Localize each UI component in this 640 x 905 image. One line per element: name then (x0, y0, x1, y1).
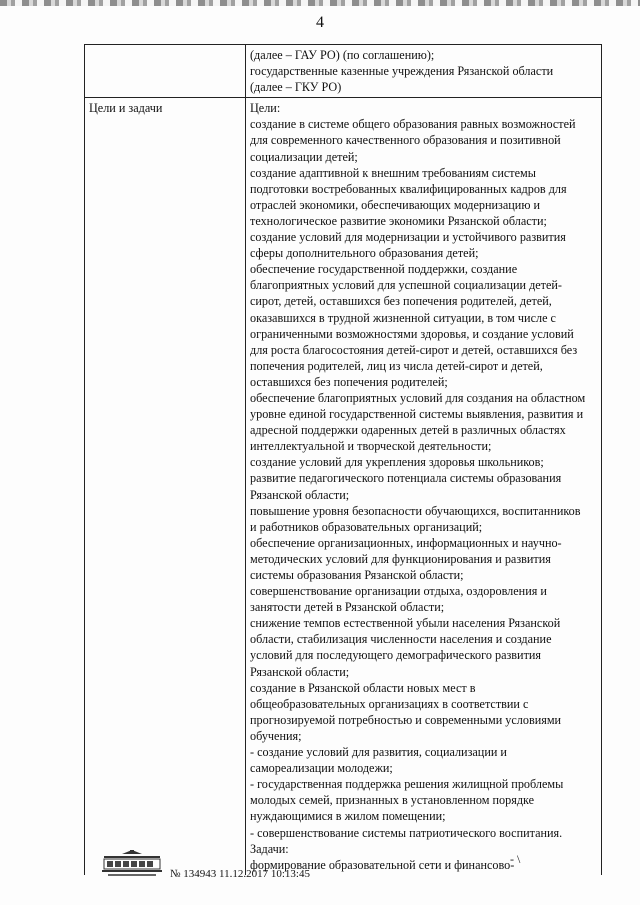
text-line: условий для последующего демографического развития (250, 648, 542, 663)
text-line: самореализации молодежи; (250, 761, 393, 776)
text-line: (далее – ГКУ РО) (250, 80, 342, 95)
document-table (84, 44, 602, 875)
text-line: прогнозируемой потребностью и современными условиями (250, 712, 562, 727)
text-line: интеллектуальной и творческой деятельности; (250, 439, 492, 454)
goals-content (246, 98, 602, 875)
text-line: области, стабилизация численности населения и создание (250, 632, 552, 647)
document-serial: № 134943 11.12.2017 10:13:45 (170, 868, 310, 880)
scan-edge (0, 0, 640, 6)
text-line: снижение темпов естественной убыли населения Рязанской (250, 616, 561, 631)
text-line: создание условий для укрепления здоровья школьников; (250, 455, 544, 470)
text-line: уровне единой государственной системы выявления, развития и (250, 407, 584, 422)
text-line: оказавшихся в трудной жизненной ситуации, в том числе с (250, 310, 556, 325)
text-line: Цели: (250, 101, 281, 116)
text-line: - совершенствование системы патриотического воспитания. (250, 825, 563, 840)
table-row (85, 98, 602, 875)
page-number: 4 (316, 14, 324, 31)
text-line: адресной поддержки одаренных детей в различных областях (250, 423, 566, 438)
text-line: благоприятных условий для успешной социализации детей- (250, 278, 562, 293)
text-line: методических условий для функционирования и развития (250, 551, 551, 566)
text-line: - государственная поддержка решения жилищной проблемы (250, 777, 564, 792)
text-line: обеспечение организационных, информационных и научно- (250, 535, 562, 550)
text-line: государственные казенные учреждения Рязанской области (250, 64, 554, 79)
text-line: создание адаптивной к внешним требованиям системы (250, 165, 536, 180)
text-line: социализации детей; (250, 149, 358, 164)
text-line: Задачи: (250, 841, 289, 856)
text-line: попечения родителей, лиц из числа детей-сирот и детей, (250, 358, 543, 373)
text-line: подготовки востребованных квалифицированных кадров для (250, 181, 567, 196)
text-line: общеобразовательных организациях в соответствии с (250, 696, 529, 711)
text-line: создание в системе общего образования равных возможностей (250, 117, 576, 132)
text-line: Рязанской области; (250, 487, 350, 502)
row-label (85, 45, 246, 98)
text-line: для роста благосостояния детей-сирот и детей, оставшихся без (250, 342, 578, 357)
text-line: создание условий для модернизации и устойчивого развития (250, 230, 566, 245)
text-line: совершенствование организации отдыха, оздоровления и (250, 584, 547, 599)
table-row (85, 45, 602, 98)
text-line: молодых семей, признанных в установленном порядке (250, 793, 535, 808)
text-line: (далее – ГАУ РО) (по соглашению); (250, 48, 435, 62)
text-line: Рязанской области; (250, 664, 350, 679)
footer (100, 850, 580, 890)
stamp-logo-icon (100, 850, 164, 880)
text-line: ограниченными возможностями здоровья, и создание условий (250, 326, 574, 341)
text-line: отраслей экономики, обеспечивающих модернизацию и (250, 197, 540, 212)
row-content (246, 45, 602, 98)
text-line: сирот, детей, оставшихся без попечения родителей, детей, (250, 294, 552, 309)
text-line: нуждающимися в жилом помещении; (250, 809, 446, 824)
text-line: повышение уровня безопасности обучающихся, воспитанников (250, 503, 581, 518)
row-label-goals: Цели и задачи (85, 98, 246, 875)
text-line: - создание условий для развития, социализации и (250, 745, 507, 760)
text-line: создание в Рязанской области новых мест в (250, 680, 476, 695)
text-line: системы образования Рязанской области; (250, 568, 464, 582)
text-line: занятости детей в Рязанской области; (250, 600, 445, 615)
text-line: технологическое развитие экономики Рязанской области; (250, 213, 547, 228)
text-line: обеспечение благоприятных условий для создания на областном (250, 390, 586, 405)
text-line: формирование образовательной сети и финансово- (250, 857, 515, 872)
text-line: обеспечение государственной поддержки, создание (250, 262, 518, 277)
text-line: для современного качественного образования и позитивной (250, 133, 561, 148)
text-line: развитие педагогического потенциала системы образования (250, 471, 562, 486)
text-line: и работников образовательных организаций; (250, 519, 483, 534)
text-line: оставшихся без попечения родителей; (250, 374, 448, 389)
handwritten-mark: - \ (510, 852, 521, 866)
text-line: сферы дополнительного образования детей; (250, 246, 479, 261)
text-line: обучения; (250, 728, 302, 743)
